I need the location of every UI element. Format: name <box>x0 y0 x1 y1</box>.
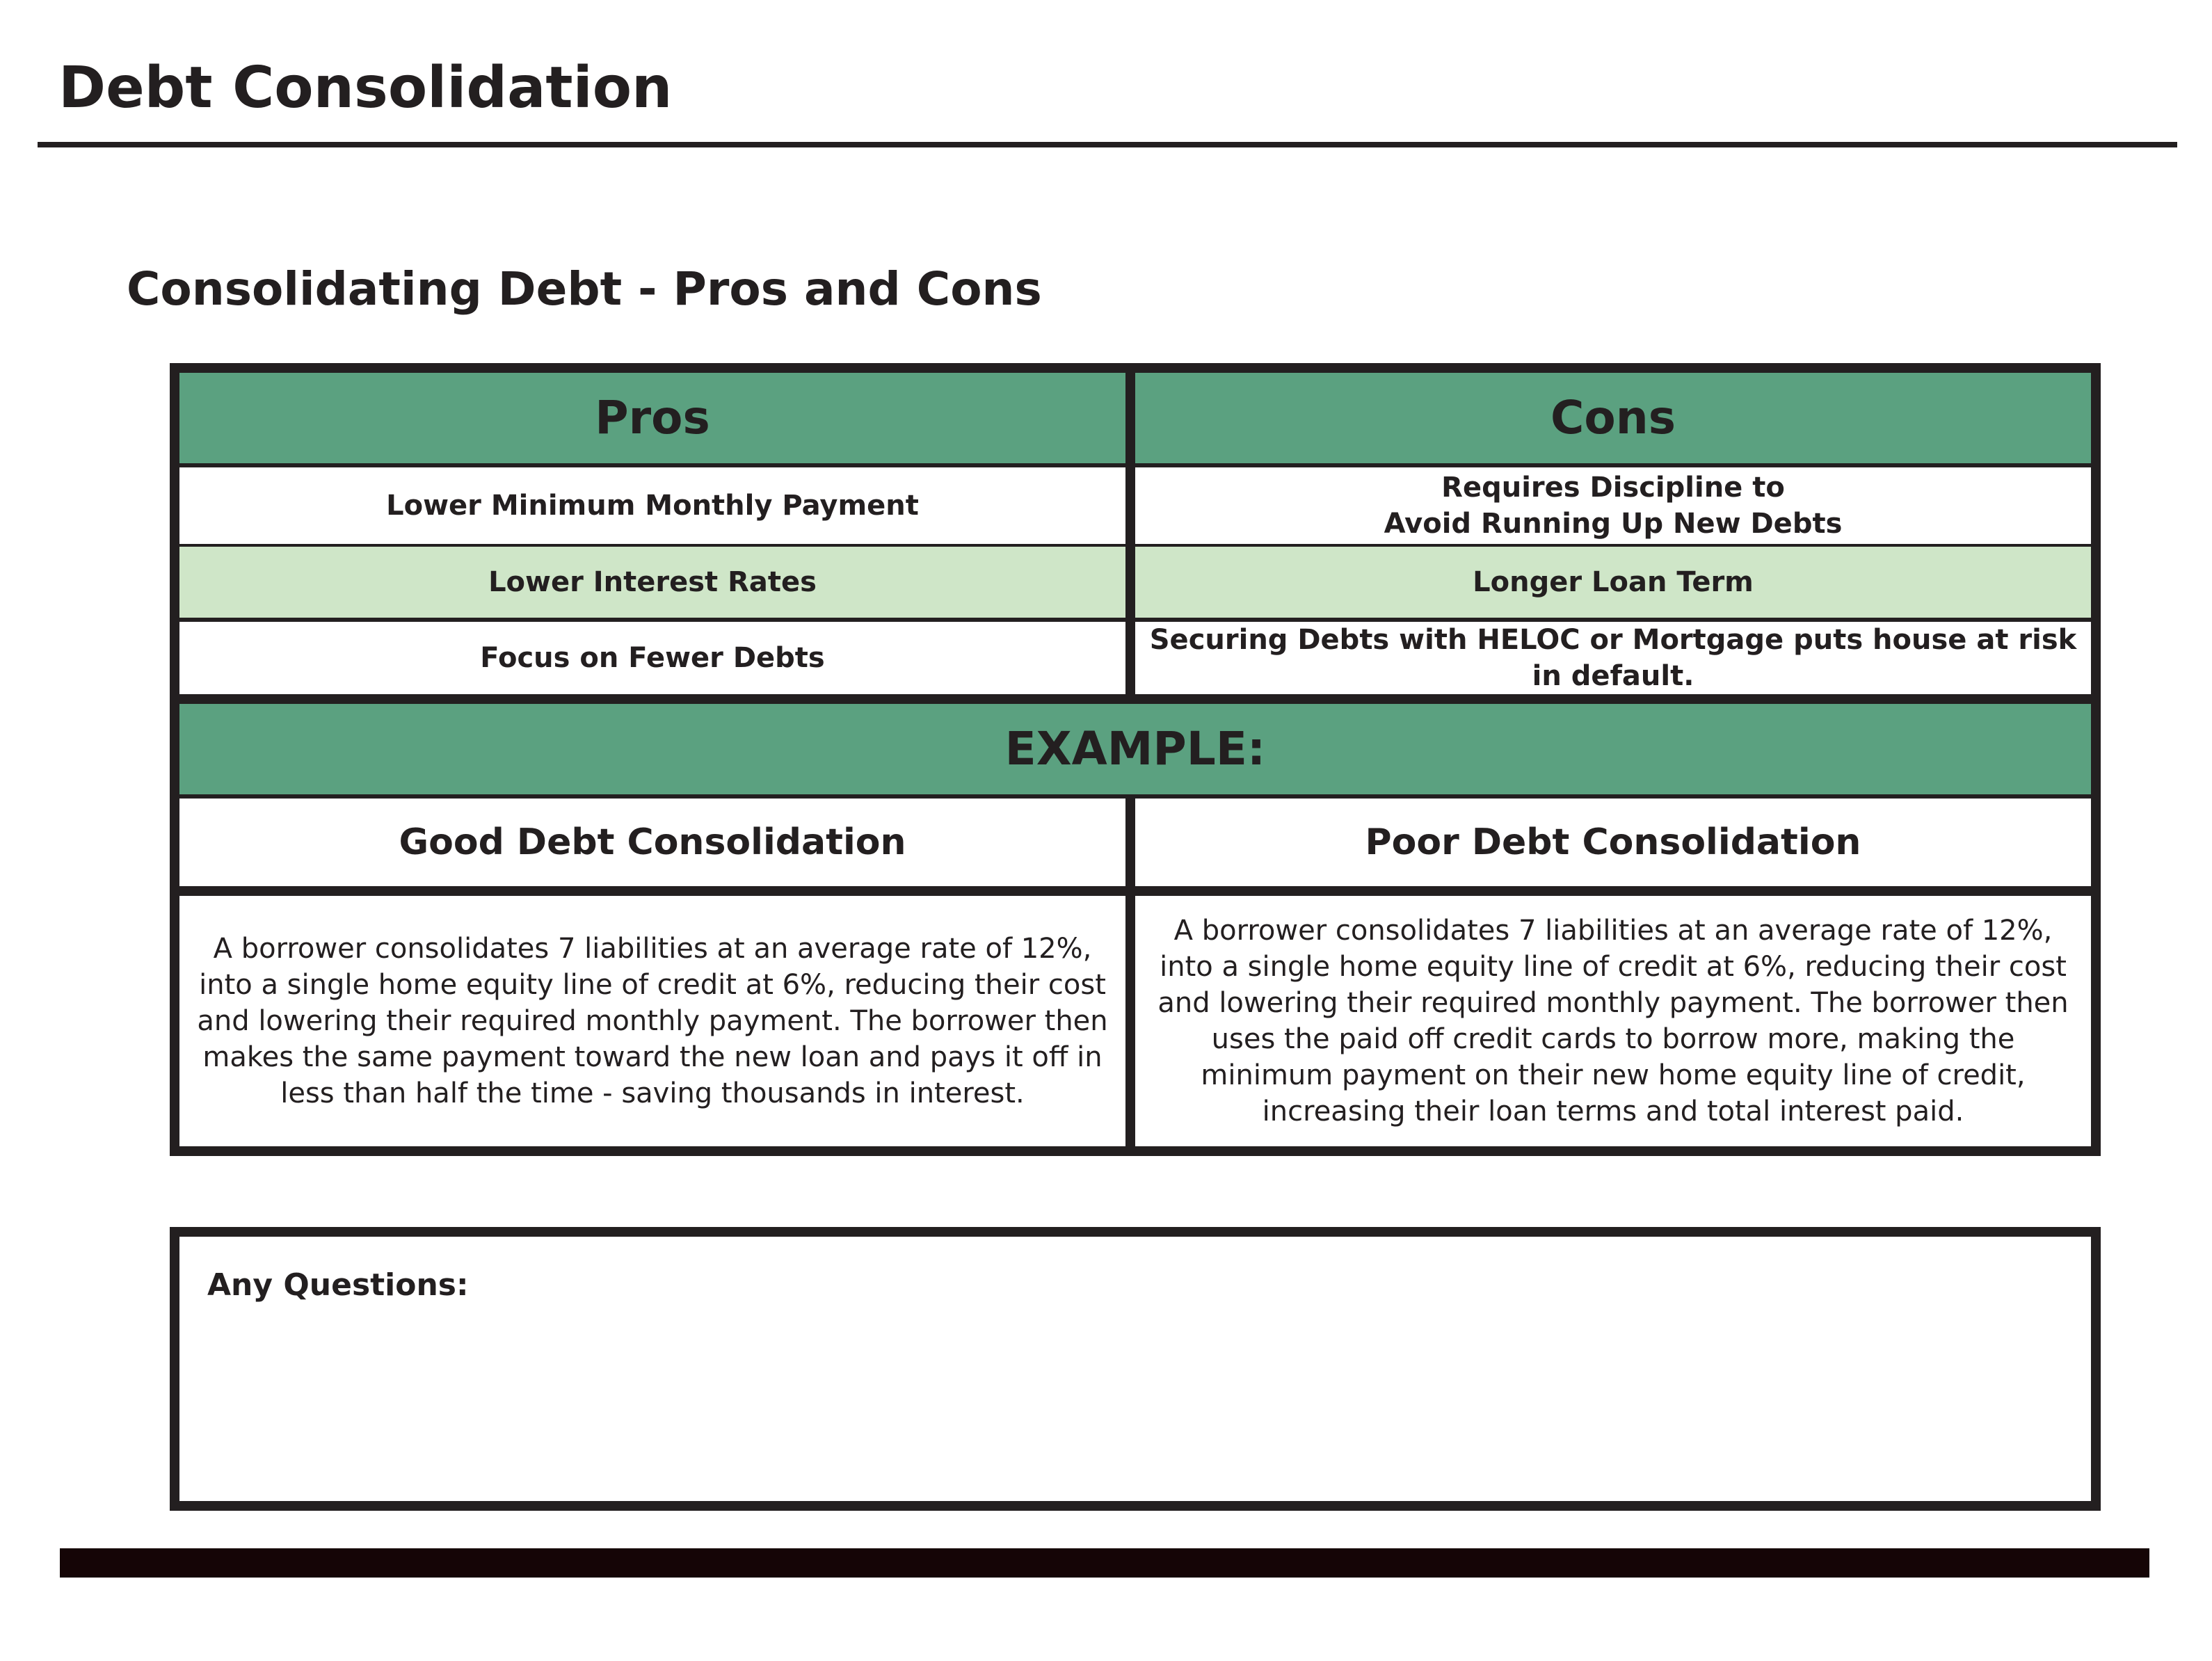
pro-item: Focus on Fewer Debts <box>179 622 1125 694</box>
footer-bar <box>60 1548 2149 1578</box>
poor-consolidation-text: A borrower consolidates 7 liabilities at an average rate of 12%, into a single home equity line of credit at 6%, reducing their cost and lowering their required monthly payment. The borrower then uses the paid off credit cards to borrow more, making the minimum payment on their new home equity line of credit, increasing their loan terms and total interest paid. <box>1135 896 2091 1146</box>
cons-header: Cons <box>1135 373 2091 463</box>
page-title: Debt Consolidation <box>58 55 673 121</box>
good-consolidation-title: Good Debt Consolidation <box>179 799 1125 886</box>
pro-item: Lower Interest Rates <box>179 547 1125 618</box>
questions-label: Any Questions: <box>207 1267 469 1303</box>
questions-box <box>170 1227 2101 1511</box>
con-item: Securing Debts with HELOC or Mortgage puts house at risk in default. <box>1135 622 2091 694</box>
pros-cons-table <box>170 363 2101 1156</box>
poor-consolidation-title: Poor Debt Consolidation <box>1135 799 2091 886</box>
example-header: EXAMPLE: <box>179 704 2091 794</box>
pros-header: Pros <box>179 373 1125 463</box>
section-title: Consolidating Debt - Pros and Cons <box>127 262 1042 316</box>
con-item: Requires Discipline to Avoid Running Up New Debts <box>1135 467 2091 544</box>
good-consolidation-text: A borrower consolidates 7 liabilities at an average rate of 12%, into a single home equity line of credit at 6%, reducing their cost and lowering their required monthly payment. The borrower then makes the same payment toward the new loan and pays it off in less than half the time - saving thousands in interest. <box>179 896 1125 1146</box>
title-divider <box>38 142 2177 147</box>
pro-item: Lower Minimum Monthly Payment <box>179 467 1125 544</box>
con-item: Longer Loan Term <box>1135 547 2091 618</box>
